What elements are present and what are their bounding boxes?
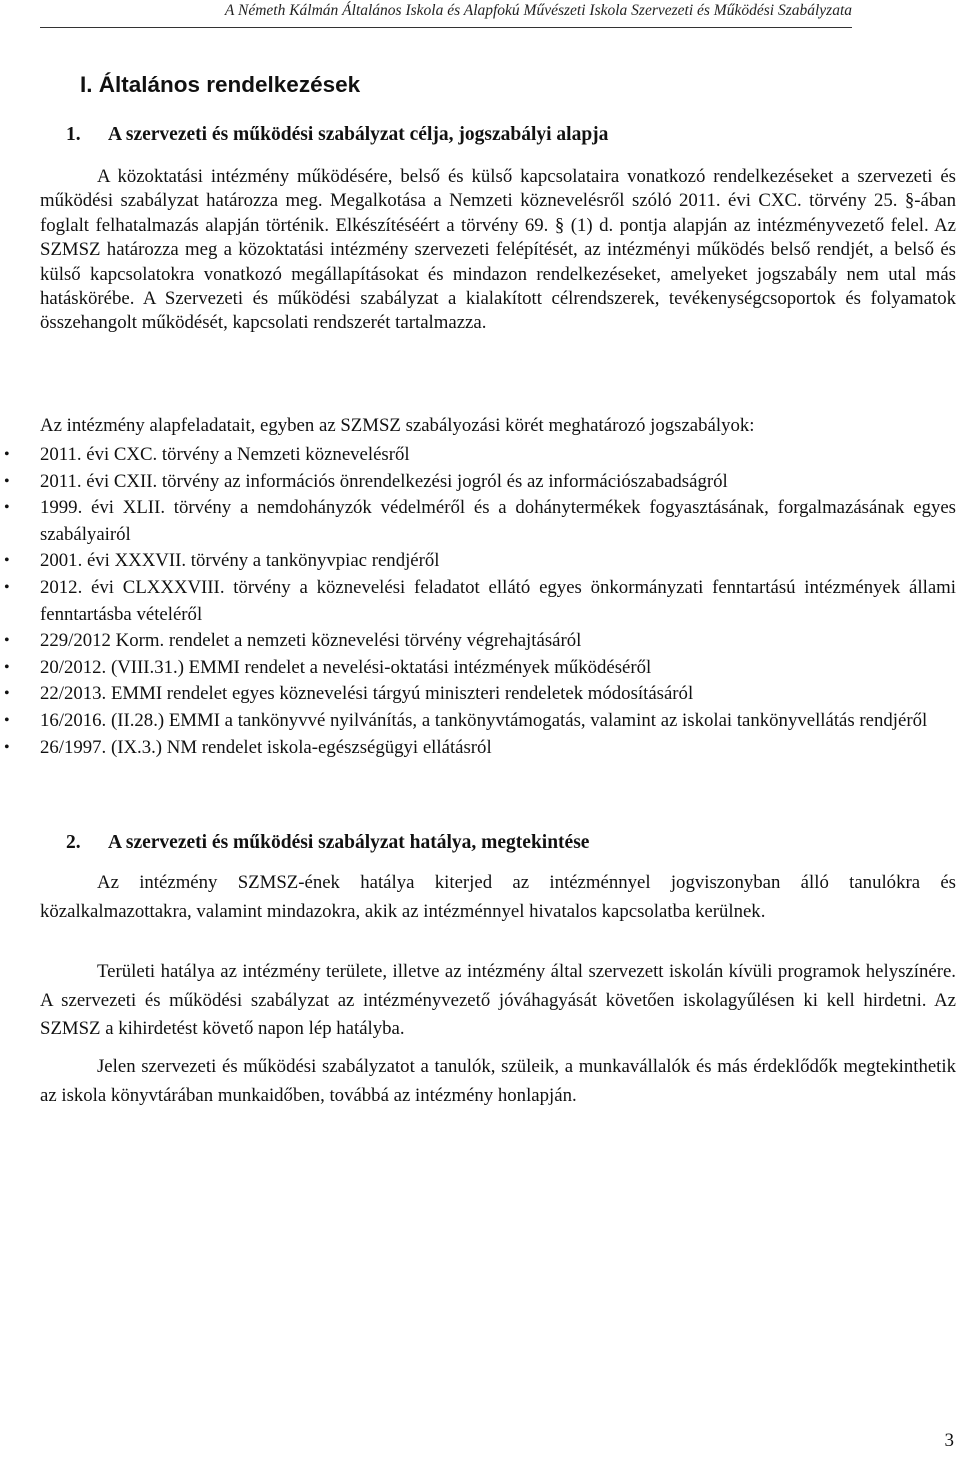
list-item-text: 16/2016. (II.28.) EMMI a tankönyvvé nyilvánítás, a tankönyvtámogatás, valamint az iskolai tankönyvellátás rendjéről — [40, 709, 928, 731]
section-1-intro — [40, 165, 956, 336]
list-item — [0, 469, 960, 496]
list-item-text: 1999. évi XLII. törvény a nemdohányzók védelméről és a dohánytermékek fogyasztásának, forgalmazásának egyes szabályairól — [40, 497, 956, 545]
header-divider — [40, 27, 852, 28]
bullet-icon: • — [4, 685, 10, 703]
list-item-text: 26/1997. (IX.3.) NM rendelet iskola-egészségügyi ellátásról — [40, 736, 492, 758]
section-2-paragraph-3 — [40, 1053, 956, 1110]
bullet-icon: • — [4, 738, 10, 756]
list-item-text: 229/2012 Korm. rendelet a nemzeti köznevelési törvény végrehajtásáról — [40, 630, 582, 652]
bullet-icon: • — [4, 711, 10, 729]
bullet-icon: • — [4, 472, 10, 490]
list-item-text: 22/2013. EMMI rendelet egyes köznevelési tárgyú miniszteri rendeletek módosításáról — [40, 683, 694, 705]
list-item-text: 2011. évi CXC. törvény a Nemzeti köznevelésről — [40, 444, 410, 465]
paragraph: Az intézmény SZMSZ-ének hatálya kiterjed az intézménnyel jogviszonyban álló tanulókra és közalkalmazottakra, valamint mindazokra, akik az intézménnyel hivatalos kapcsolatba kerülnek. — [40, 872, 956, 922]
section-2-paragraph-1 — [40, 869, 956, 926]
section-2-title: A szervezeti és működési szabályzat hatálya, megtekintése — [108, 832, 590, 853]
list-item — [0, 628, 960, 655]
list-item-text: 2011. évi CXII. törvény az információs önrendelkezési jogról és az információszabadságról — [40, 470, 728, 492]
page-number: 3 — [944, 1430, 954, 1451]
bullet-icon: • — [4, 552, 10, 570]
list-item — [0, 548, 960, 575]
bullet-icon: • — [4, 499, 10, 517]
list-item — [0, 495, 960, 548]
bullet-icon: • — [4, 446, 10, 463]
section-1-title: A szervezeti és működési szabályzat célja, jogszabályi alapja — [108, 124, 609, 145]
section-2-paragraph-2 — [40, 958, 956, 1044]
list-item — [0, 681, 960, 708]
list-item — [0, 655, 960, 682]
section-2-number: 2. — [66, 832, 81, 853]
list-item — [0, 708, 960, 735]
section-1-number: 1. — [66, 124, 81, 145]
bullet-icon: • — [4, 658, 10, 676]
section-1-heading — [66, 124, 608, 146]
list-item — [0, 735, 960, 762]
list-item-text: 20/2012. (VIII.31.) EMMI rendelet a nevelési-oktatási intézmények működéséről — [40, 656, 652, 678]
paragraph: Területi hatálya az intézmény területe, illetve az intézmény által szervezett iskolán kívüli programok helyszínére. A szervezeti és működési szabályzat az intézményvezető jóváhagyását követően iskolagyűlésen ki kell hirdetni. Az SZMSZ a kihirdetést követő napon lép hatályba. — [40, 961, 956, 1039]
law-list-intro: Az intézmény alapfeladatait, egyben az SZMSZ szabályozási körét meghatározó jogszabályok: — [40, 415, 755, 436]
chapter-title: I. Általános rendelkezések — [80, 72, 361, 97]
running-header: A Németh Kálmán Általános Iskola és Alapfokú Művészeti Iskola Szervezeti és Működési Szabályzata — [224, 2, 852, 19]
bullet-icon: • — [4, 578, 10, 596]
list-item — [0, 575, 960, 628]
paragraph: Jelen szervezeti és működési szabályzatot a tanulók, szüleik, a munkavállalók és más érdeklődők megtekinthetik az iskola könyvtárában munkaidőben, továbbá az intézmény honlapján. — [40, 1056, 956, 1106]
intro-paragraph: A közoktatási intézmény működésére, belső és külső kapcsolataira vonatkozó rendelkezéseket a szervezeti és működési szabályzat határozza meg. Megalkotása a Nemzeti köznevelésről szóló 2011. évi CXC. törvény 25. §-ában foglalt felhatalmazás alapján történik. Elkészítéséért a törvény 69. § (1) d. pontja alapján az intézményvezető felel. Az SZMSZ határozza meg a közoktatási intézmény szervezeti felépítését, az intézményi működés belső rendjét, a belső és külső kapcsolatokra vonatkozó megállapításokat és mindazon rendelkezéseket, amelyeket jogszabály nem utal más hatáskörébe. A Szervezeti és működési szabályzat a kialakított célrendszerek, tevékenységcsoportok és folyamatok összehangolt működését, kapcsolati rendszerét tartalmazza. — [40, 166, 956, 334]
list-item — [0, 442, 960, 469]
section-2-heading — [66, 832, 589, 854]
law-list — [0, 442, 960, 761]
list-item-text: 2012. évi CLXXXVIII. törvény a köznevelési feladatot ellátó egyes önkormányzati fenntartású intézmények állami fenntartásba vételéről — [40, 576, 956, 625]
bullet-icon: • — [4, 632, 10, 650]
list-item-text: 2001. évi XXXVII. törvény a tankönyvpiac rendjéről — [40, 550, 440, 572]
